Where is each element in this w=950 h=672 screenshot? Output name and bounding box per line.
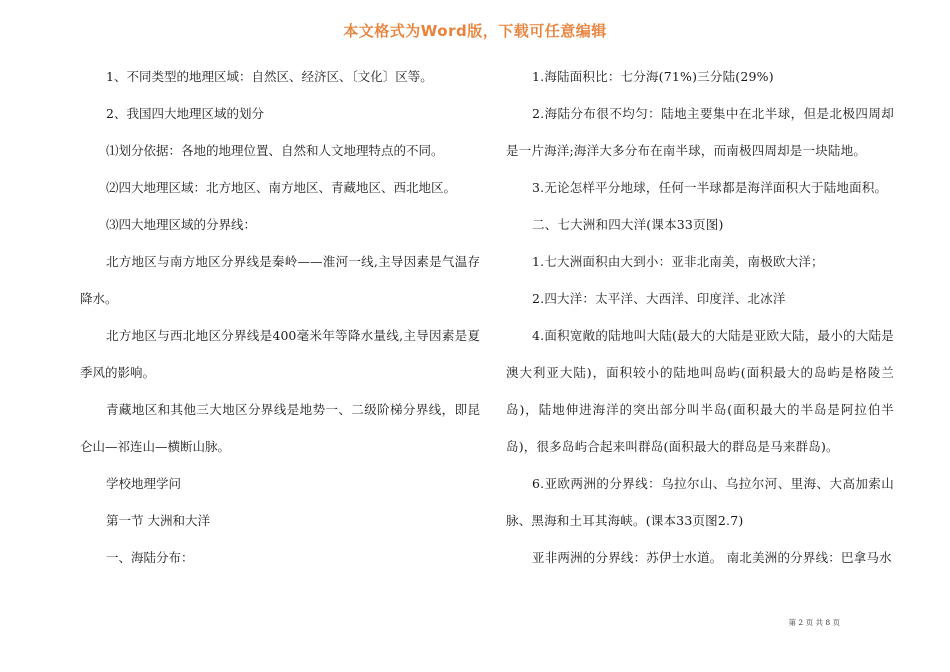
section-heading: 第一节 大洲和大洋 <box>106 513 210 528</box>
paragraph: 1、不同类型的地理区域：自然区、经济区、〔文化〕区等。 <box>106 69 433 84</box>
paragraph: 2.四大洋：太平洋、大西洋、印度洋、北冰洋 <box>532 291 786 306</box>
paragraph: 青藏地区和其他三大地区分界线是地势一、二级阶梯分界线，即昆仑山—祁连山—横断山脉。 <box>80 402 480 454</box>
paragraph: 1.海陆面积比：七分海(71%)三分陆(29%) <box>532 69 774 84</box>
section-heading: 学校地理学问 <box>106 476 182 491</box>
paragraph: 亚非两洲的分界线：苏伊士水道。 南北美洲的分界线：巴拿马水 <box>532 550 892 565</box>
page-number: 第 2 页 共 8 页 <box>788 618 840 627</box>
left-column <box>80 58 480 576</box>
paragraph: 4.面积宽敞的陆地叫大陆(最大的大陆是亚欧大陆，最小的大陆是澳大利亚大陆)，面积较小的陆地叫岛屿(面积最大的岛屿是格陵兰岛)，陆地伸进海洋的突出部分叫半岛(面积最大的半岛是阿拉伯半岛)，很多岛屿合起来叫群岛(面积最大的群岛是马来群岛)。 <box>506 328 894 454</box>
paragraph: 1.七大洲面积由大到小：亚非北南美，南极欧大洋； <box>532 254 824 269</box>
document-banner: 本文格式为Word版，下载可任意编辑 <box>343 22 607 40</box>
paragraph: 北方地区与西北地区分界线是400毫米年等降水量线,主导因素是夏季风的影响。 <box>80 328 480 380</box>
paragraph: ⑶四大地理区域的分界线： <box>106 217 257 232</box>
right-column <box>506 58 894 576</box>
section-heading: 二、七大洲和四大洋(课本33页图) <box>532 217 724 232</box>
paragraph: 北方地区与南方地区分界线是秦岭——淮河一线,主导因素是气温存降水。 <box>80 254 480 306</box>
paragraph: ⑵四大地理区域：北方地区、南方地区、青藏地区、西北地区。 <box>106 180 457 195</box>
paragraph: 2.海陆分布很不均匀：陆地主要集中在北半球，但是北极四周却是一片海洋;海洋大多分布在南半球，而南极四周却是一块陆地。 <box>506 106 894 158</box>
paragraph: 2、我国四大地理区域的划分 <box>106 106 264 121</box>
section-heading: 一、海陆分布： <box>106 550 194 565</box>
paragraph: ⑴划分依据：各地的地理位置、自然和人文地理特点的不同。 <box>106 143 444 158</box>
paragraph: 3.无论怎样平分地球，任何一半球都是海洋面积大于陆地面积。 <box>532 180 888 195</box>
paragraph: 6.亚欧两洲的分界线：乌拉尔山、乌拉尔河、里海、大高加索山脉、黑海和土耳其海峡。(课本33页图2.7) <box>506 476 894 528</box>
